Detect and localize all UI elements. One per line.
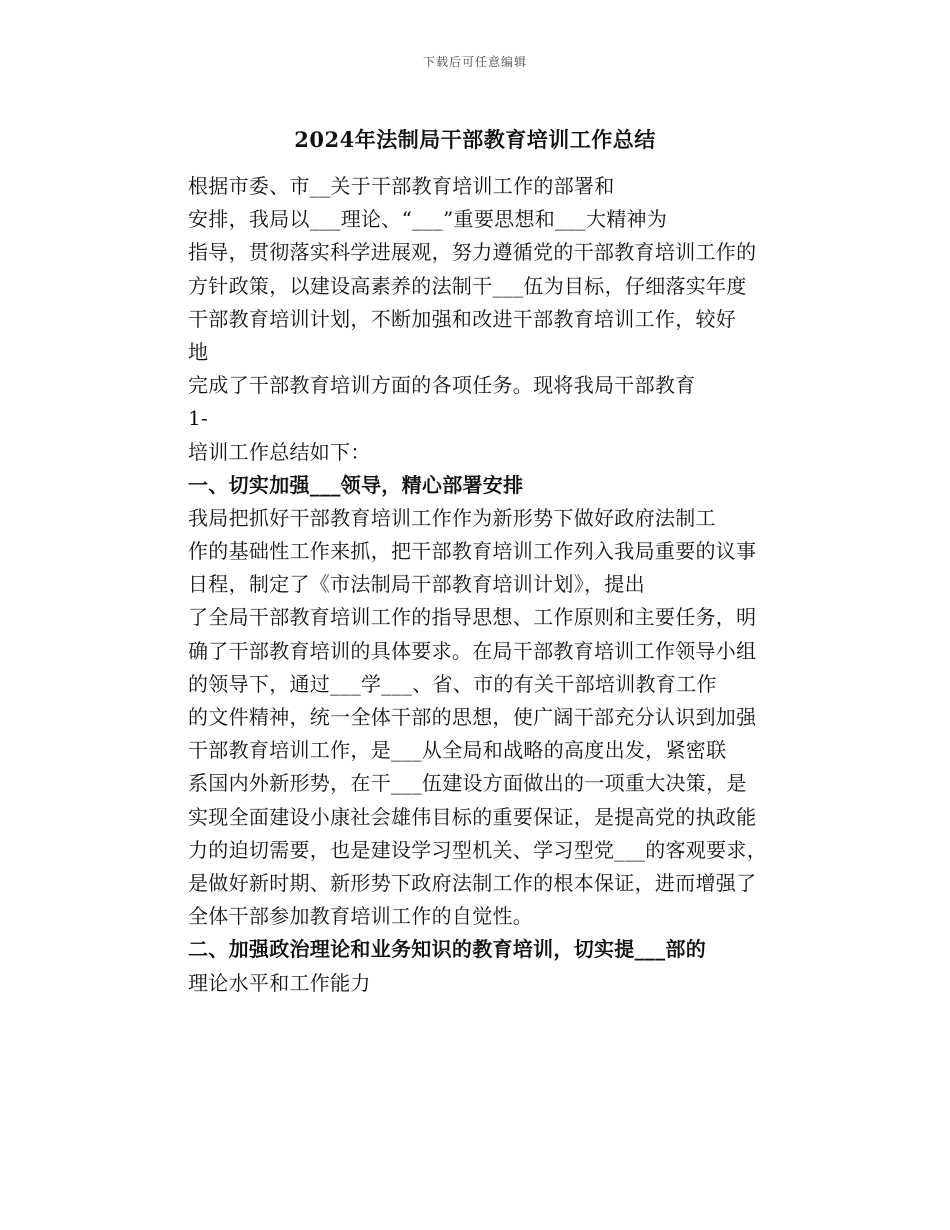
- paragraph-line: 我局把抓好干部教育培训工作作为新形势下做好政府法制工: [188, 505, 716, 530]
- page-header-note: 下载后可任意编辑: [422, 55, 527, 69]
- paragraph-line: 作的基础性工作来抓，把干部教育培训工作列入我局重要的议事: [188, 539, 757, 564]
- paragraph-line: 确了干部教育培训的具体要求。在局干部教育培训工作领导小组: [188, 638, 757, 663]
- paragraph-line: 培训工作总结如下：: [188, 439, 371, 464]
- paragraph-line: 根据市委、市__关于干部教育培训工作的部署和: [188, 174, 615, 198]
- paragraph-line: 干部教育培训计划，不断加强和改进干部教育培训工作，较好: [188, 306, 737, 331]
- paragraph-line: 日程，制定了《市法制局干部教育培训计划》，提出: [188, 572, 645, 597]
- paragraph-line: 干部教育培训工作，是___从全局和战略的高度出发，紧密联: [188, 738, 727, 763]
- paragraph-line: 系国内外新形势，在干___伍建设方面做出的一项重大决策，是: [188, 771, 747, 796]
- paragraph-line: 的领导下，通过___学___、省、市的有关干部培训教育工作: [188, 671, 717, 696]
- paragraph-line: 地: [188, 339, 209, 364]
- section-heading: 二、加强政治理论和业务知识的教育培训，切实提___部的: [188, 937, 707, 962]
- paragraph-line: 实现全面建设小康社会雄伟目标的重要保证，是提高党的执政能: [188, 804, 757, 829]
- paragraph-line: 全体干部参加教育培训工作的自觉性。: [188, 904, 534, 929]
- paragraph-line: 方针政策，以建设高素养的法制干___伍为目标，仔细落实年度: [188, 273, 747, 298]
- paragraph-line: 的文件精神，统一全体干部的思想，使广阔干部充分认识到加强: [188, 705, 757, 729]
- paragraph-line: 完成了干部教育培训方面的各项任务。现将我局干部教育: [188, 373, 696, 398]
- document-title: 2024年法制局干部教育培训工作总结: [294, 127, 656, 152]
- paragraph-line: 力的迫切需要，也是建设学习型机关、学习型党___的客观要求，: [188, 837, 767, 862]
- paragraph-line: 是做好新时期、新形势下政府法制工作的根本保证，进而增强了: [188, 870, 757, 895]
- paragraph-line: 了全局干部教育培训工作的指导思想、工作原则和主要任务，明: [188, 605, 757, 630]
- paragraph-line: 理论水平和工作能力: [188, 970, 371, 995]
- paragraph-line: 安排，我局以___理论、“___”重要思想和___大精神为: [188, 207, 668, 232]
- paragraph-line: 指导，贯彻落实科学进展观，努力遵循党的干部教育培训工作的: [188, 240, 757, 265]
- document-body: [188, 170, 808, 1000]
- paragraph-line: 1-: [188, 406, 209, 431]
- section-heading: 一、切实加强___领导，精心部署安排: [188, 472, 524, 497]
